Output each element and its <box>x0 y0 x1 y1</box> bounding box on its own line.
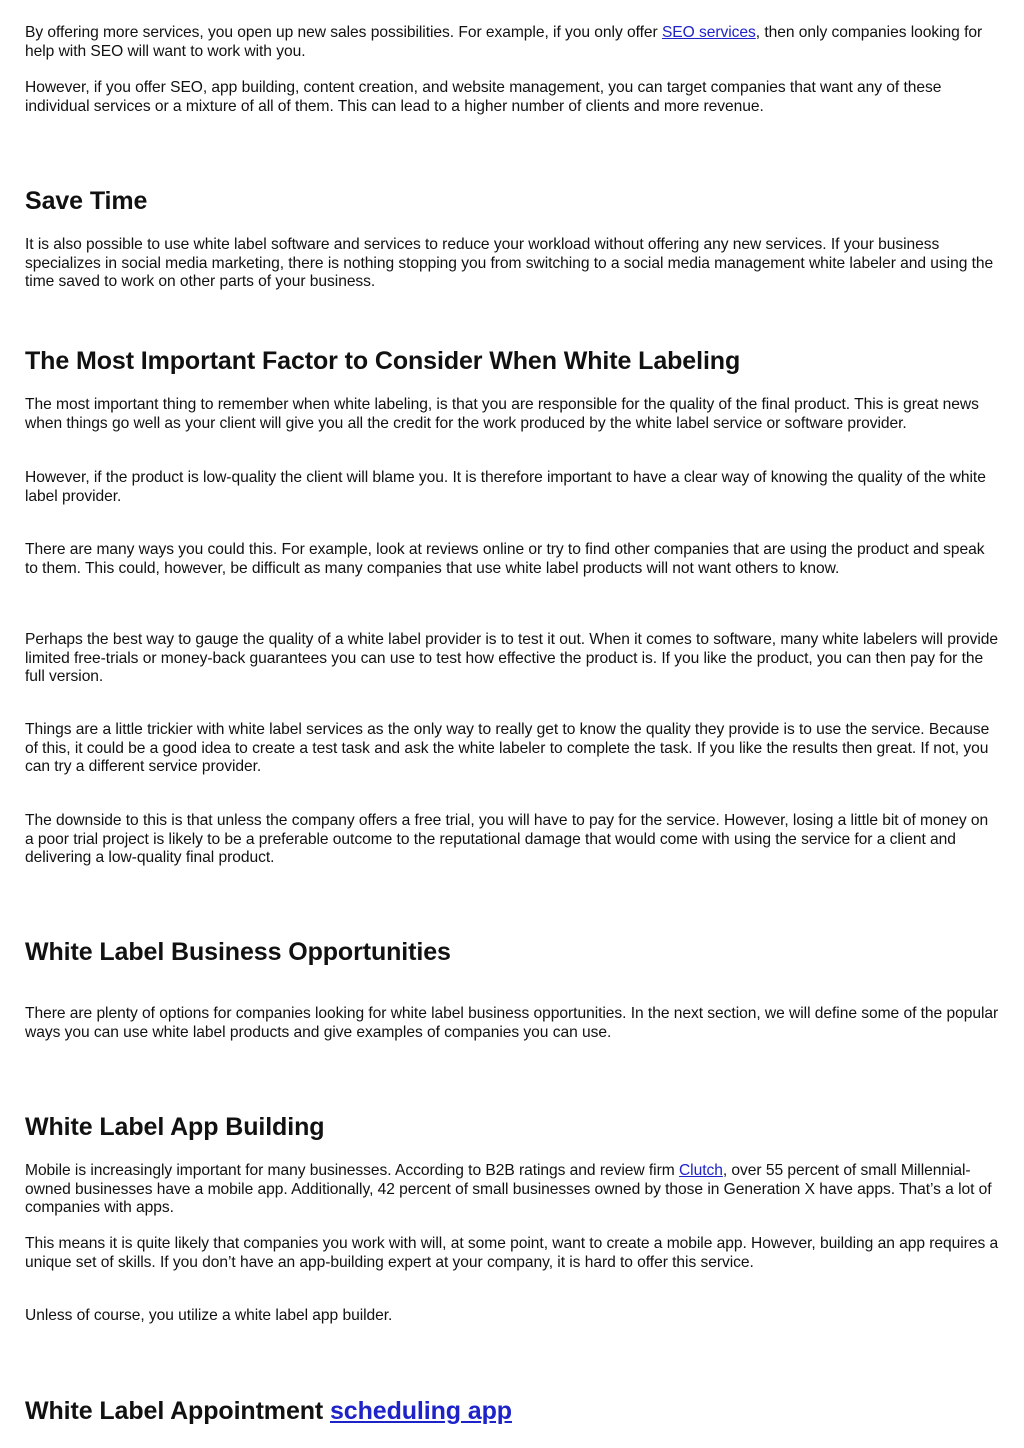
heading-important-factor: The Most Important Factor to Consider When White Labeling <box>25 347 741 375</box>
paragraph-responsible-quality: The most important thing to remember when white labeling, is that you are responsible for the quality of the final product. This is great news when things go well as your client will give you all the credit for the work produced by the white label service or software provider. <box>25 396 979 432</box>
scheduling-app-link[interactable]: scheduling app <box>330 1397 512 1425</box>
heading-app-building: White Label App Building <box>25 1113 325 1141</box>
paragraph-text: By offering more services, you open up new sales possibilities. For example, if you only offer <box>25 24 662 41</box>
heading-save-time: Save Time <box>25 187 148 215</box>
paragraph-test-it-out: Perhaps the best way to gauge the quality of a white label provider is to test it out. When it comes to software, many white labelers will provide limited free-trials or money-back guarantees you can use to test how effective the product is. If you like the product, you can then pay for the full version. <box>25 631 999 685</box>
paragraph-many-ways: There are many ways you could this. For example, look at reviews online or try to find other companies that are using the product and speak to them. This could, however, be difficult as many companies that use white label products will not want others to know. <box>25 541 985 577</box>
paragraph-plenty-options: There are plenty of options for companies looking for white label business opportunities. In the next section, we will define some of the popular ways you can use white label products and give examples of companies you can use. <box>25 1005 999 1041</box>
paragraph-trickier-services: Things are a little trickier with white label services as the only way to really get to know the quality they provide is to use the service. Because of this, it could be a good idea to create a test task and ask the white labeler to complete the task. If you like the results then great. If not, you can try a different service provider. <box>25 721 990 775</box>
paragraph-offering-services <box>25 24 1001 61</box>
paragraph-mobile-important <box>25 1162 1001 1218</box>
paragraph-text: Mobile is increasingly important for many businesses. According to B2B ratings and review firm <box>25 1162 679 1179</box>
seo-services-link[interactable]: SEO services <box>661 24 756 41</box>
paragraph-downside: The downside to this is that unless the company offers a free trial, you will have to pay for the service. However, losing a little bit of money on a poor trial project is likely to be a preferable outcome to the reputational damage that would come with using the service for a client and delivering a low-quality final product. <box>25 812 989 866</box>
paragraph-unique-skills: This means it is quite likely that companies you work with will, at some point, want to create a mobile app. However, building an app requires a unique set of skills. If you don’t have an app-building expert at your company, it is hard to offer this service. <box>25 1235 999 1271</box>
heading-text: White Label Appointment <box>25 1397 330 1425</box>
paragraph-text: , then only companies looking for help with SEO will want to work with you. <box>25 24 983 60</box>
heading-business-opportunities: White Label Business Opportunities <box>25 938 451 966</box>
paragraph-text: , over 55 percent of small Millennial-owned businesses have a mobile app. Additionally, 42 percent of small businesses owned by those in Generation X have apps. That’s a lot of companies with apps. <box>25 1162 992 1216</box>
clutch-link[interactable]: Clutch <box>678 1162 723 1179</box>
paragraph-reduce-workload: It is also possible to use white label software and services to reduce your workload without offering any new services. If your business specializes in social media marketing, there is nothing stopping you from switching to a social media management white labeler and using the time saved to work on other parts of your business. <box>25 236 994 290</box>
paragraph-unless-of-course: Unless of course, you utilize a white label app builder. <box>25 1307 393 1324</box>
paragraph-low-quality: However, if the product is low-quality the client will blame you. It is therefore important to have a clear way of knowing the quality of the white label provider. <box>25 469 986 505</box>
paragraph-more-revenue: However, if you offer SEO, app building, content creation, and website management, you can target companies that want any of these individual services or a mixture of all of them. This can lead to a higher number of clients and more revenue. <box>25 79 942 115</box>
heading-appointment-scheduling <box>25 1396 1001 1426</box>
